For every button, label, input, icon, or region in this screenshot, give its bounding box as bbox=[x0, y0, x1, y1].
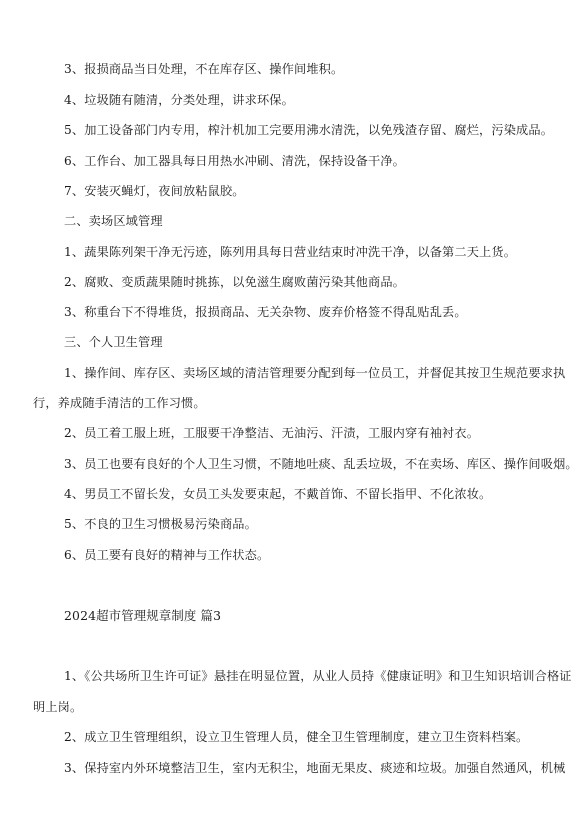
paragraph-line: 1、蔬果陈列架干净无污迹，陈列用具每日营业结束时冲洗干净，以备第二天上货。 bbox=[64, 245, 517, 259]
paragraph-line: 5、加工设备部门内专用，榨汁机加工完要用沸水清洗，以免残渣存留、腐烂，污染成品。 bbox=[64, 123, 554, 137]
section-heading: 二、卖场区域管理 bbox=[64, 214, 163, 228]
paragraph-line: 2、腐败、变质蔬果随时挑拣，以免滋生腐败菌污染其他商品。 bbox=[64, 275, 406, 289]
paragraph-line: 1、操作间、库存区、卖场区域的清洁管理要分配到每一位员工，并督促其按卫生规范要求执 bbox=[64, 366, 566, 380]
paragraph-line: 2、员工着工服上班，工服要干净整洁、无油污、汗渍，工服内穿有袖衬衣。 bbox=[64, 426, 480, 440]
paragraph-line: 1、《公共场所卫生许可证》悬挂在明显位置，从业人员持《健康证明》和卫生知识培训合格证 bbox=[64, 669, 572, 683]
section-heading: 三、个人卫生管理 bbox=[64, 335, 163, 349]
paragraph-line-continued: 行，养成随手清洁的工作习惯。 bbox=[33, 396, 206, 410]
paragraph-line: 4、垃圾随有随清，分类处理，讲求环保。 bbox=[64, 93, 294, 107]
paragraph-line: 5、不良的卫生习惯极易污染商品。 bbox=[64, 517, 257, 531]
paragraph-line: 3、报损商品当日处理，不在库存区、操作间堆积。 bbox=[64, 62, 344, 76]
paragraph-line: 3、保持室内外环境整洁卫生，室内无积尘，地面无果皮、痰迹和垃圾。加强自然通风，机械 bbox=[64, 761, 566, 775]
paragraph-line: 3、员工也要有良好的个人卫生习惯，不随地吐痰、乱丢垃圾，不在卖场、库区、操作间吸烟。 bbox=[64, 457, 578, 471]
paragraph-line: 4、男员工不留长发，女员工头发要束起，不戴首饰、不留长指甲、不化浓妆。 bbox=[64, 487, 492, 501]
paragraph-line: 3、称重台下不得堆货，报损商品、无关杂物、废弃价格签不得乱贴乱丢。 bbox=[64, 305, 467, 319]
paragraph-line: 2、成立卫生管理组织，设立卫生管理人员，健全卫生管理制度，建立卫生资料档案。 bbox=[64, 730, 529, 744]
paragraph-line: 6、工作台、加工器具每日用热水冲刷、清洗，保持设备干净。 bbox=[64, 154, 406, 168]
article-title: 2024超市管理规章制度 篇3 bbox=[64, 608, 222, 623]
paragraph-line: 6、员工要有良好的精神与工作状态。 bbox=[64, 548, 270, 562]
paragraph-line: 7、安装灭蝇灯，夜间放粘鼠胶。 bbox=[64, 184, 245, 198]
paragraph-line-continued: 明上岗。 bbox=[33, 700, 83, 714]
